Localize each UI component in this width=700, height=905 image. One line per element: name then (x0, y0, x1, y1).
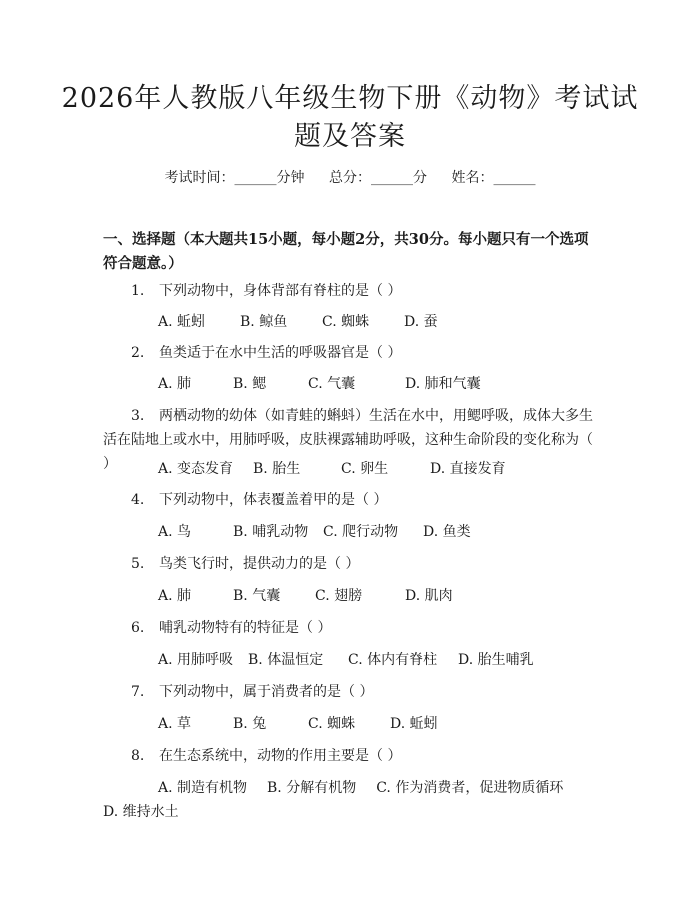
question-7-options (158, 712, 598, 736)
question-1 (103, 279, 598, 303)
option-c: C. 体内有脊柱 (348, 652, 438, 668)
option-d: D. 肺和气囊 (405, 376, 481, 392)
option-b: B. 鲸鱼 (240, 314, 288, 330)
option-a: A. 肺 (158, 376, 192, 392)
question-number: 7. (131, 684, 145, 700)
question-3-options (158, 457, 598, 481)
question-number: 4. (131, 492, 145, 508)
question-text: 鸟类飞行时，提供动力的是（ ） (159, 556, 360, 572)
question-8-options (103, 776, 598, 824)
option-a: A. 鸟 (158, 524, 192, 540)
question-text: 下列动物中，身体背部有脊柱的是（ ） (159, 283, 402, 299)
question-7 (103, 680, 598, 704)
option-d: D. 蚕 (404, 314, 438, 330)
exam-info-line (0, 168, 700, 188)
question-4 (103, 488, 598, 512)
total-score-field: 总分：______分 (329, 170, 427, 186)
question-6 (103, 616, 598, 640)
option-c: C. 蜘蛛 (308, 716, 356, 732)
question-number: 3. (131, 408, 145, 424)
question-number: 6. (131, 620, 145, 636)
option-d: D. 胎生哺乳 (458, 652, 534, 668)
question-text: 鱼类适于在水中生活的呼吸器官是（ ） (159, 345, 402, 361)
option-b: B. 分解有机物 (267, 780, 357, 796)
option-b: B. 兔 (233, 716, 267, 732)
option-d: D. 蚯蚓 (390, 716, 438, 732)
question-2 (103, 341, 598, 365)
option-b: B. 鳃 (233, 376, 267, 392)
option-c: C. 作为消费者，促进物质循环 (376, 780, 564, 796)
question-1-options (158, 310, 598, 334)
question-number: 2. (131, 345, 145, 361)
question-number: 1. (131, 283, 145, 299)
option-b: B. 哺乳动物 (233, 524, 309, 540)
question-5-options (158, 584, 598, 608)
question-4-options (158, 520, 598, 544)
option-c: C. 翅膀 (315, 588, 363, 604)
option-a: A. 草 (158, 716, 192, 732)
student-name-field: 姓名：______ (451, 170, 536, 186)
option-c: C. 蜘蛛 (322, 314, 370, 330)
option-b: B. 体温恒定 (248, 652, 324, 668)
question-text: 下列动物中，属于消费者的是（ ） (159, 684, 374, 700)
question-5 (103, 552, 598, 576)
section-heading: 一、选择题（本大题共15小题，每小题2分，共30分。每小题只有一个选项符合题意。） (103, 231, 589, 272)
page-title: 2026年人教版八年级生物下册《动物》考试试题及答案 (61, 83, 639, 152)
question-text: 在生态系统中，动物的作用主要是（ ） (159, 748, 402, 764)
option-a: A. 变态发育 (158, 461, 234, 477)
option-b: B. 气囊 (233, 588, 281, 604)
option-c: C. 卵生 (341, 461, 389, 477)
question-number: 5. (131, 556, 145, 572)
option-d: D. 肌肉 (405, 588, 453, 604)
option-b: B. 胎生 (253, 461, 301, 477)
option-a: A. 肺 (158, 588, 192, 604)
option-a: A. 蚯蚓 (158, 314, 206, 330)
question-text: 下列动物中，体表覆盖着甲的是（ ） (159, 492, 388, 508)
question-8 (103, 744, 598, 768)
option-c: C. 气囊 (308, 376, 356, 392)
option-d: D. 鱼类 (423, 524, 471, 540)
question-number: 8. (131, 748, 145, 764)
option-d: D. 维持水土 (103, 804, 179, 820)
question-text: 哺乳动物特有的特征是（ ） (159, 620, 332, 636)
option-c: C. 爬行动物 (323, 524, 399, 540)
question-text: 两栖动物的幼体（如青蛙的蝌蚪）生活在水中，用鳃呼吸，成体大多生活在陆地上或水中，用肺呼吸，皮肤裸露辅助呼吸，这种生命阶段的变化称为（ ） (103, 408, 593, 472)
option-a: A. 制造有机物 (158, 780, 248, 796)
option-a: A. 用肺呼吸 (158, 652, 234, 668)
option-d: D. 直接发育 (430, 461, 506, 477)
exam-time-field: 考试时间：______分钟 (164, 170, 305, 186)
question-2-options (158, 372, 598, 396)
question-6-options (158, 648, 598, 672)
